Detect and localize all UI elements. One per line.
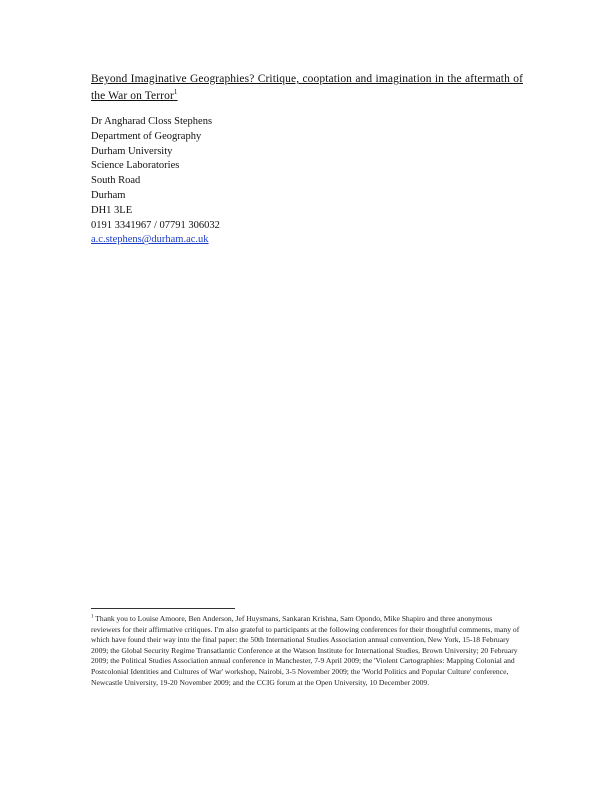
title-footnote-mark[interactable]: 1 <box>173 88 178 97</box>
footnote-separator <box>91 608 235 609</box>
footnote-mark: 1 <box>91 614 94 620</box>
footnote-text: Thank you to Louise Amoore, Ben Anderson, Jef Huysmans, Sankaran Krishna, Sam Opondo, Mike Shapiro and three anonymous reviewers for their affirmative critiques. I'm also grateful to participants at the following conferences for their thoughtful comments, many of which have found their way into the final paper: the 50th International Studies Association annual convention, New York, 15-18 February 2009; the Global Security Regime Transatlantic Conference at the Watson Institute for International Studies, Brown University; 20 February 2009; the Political Studies Association annual conference in Manchester, 7-9 April 2009; the 'Violent Cartographies: Mapping Colonial and Postcolonial Identities and Cultures of War' workshop, Nairobi, 3-5 November 2009; the 'World Politics and Popular Culture' conference, Newcastle University, 19-20 November 2009; and the CCIG forum at the Open University, 10 December 2009. <box>91 614 520 687</box>
author-city: Durham <box>91 189 126 201</box>
author-name: Dr Angharad Closs Stephens <box>91 116 213 127</box>
author-postcode: DH1 3LE <box>91 204 133 216</box>
author-address-block <box>91 115 391 248</box>
author-department: Department of Geography <box>91 130 202 142</box>
author-phone: 0191 3341967 / 07791 306032 <box>91 219 220 231</box>
footnote <box>91 614 523 688</box>
author-university: Durham University <box>91 145 173 157</box>
paper-title <box>91 71 523 105</box>
paper-title-text: Beyond Imaginative Geographies? Critique, cooptation and imagination in the aftermath of the War on Terror <box>91 73 523 102</box>
author-street: South Road <box>91 175 141 187</box>
author-email-link[interactable]: a.c.stephens@durham.ac.uk <box>91 234 209 246</box>
author-building: Science Laboratories <box>91 160 180 172</box>
